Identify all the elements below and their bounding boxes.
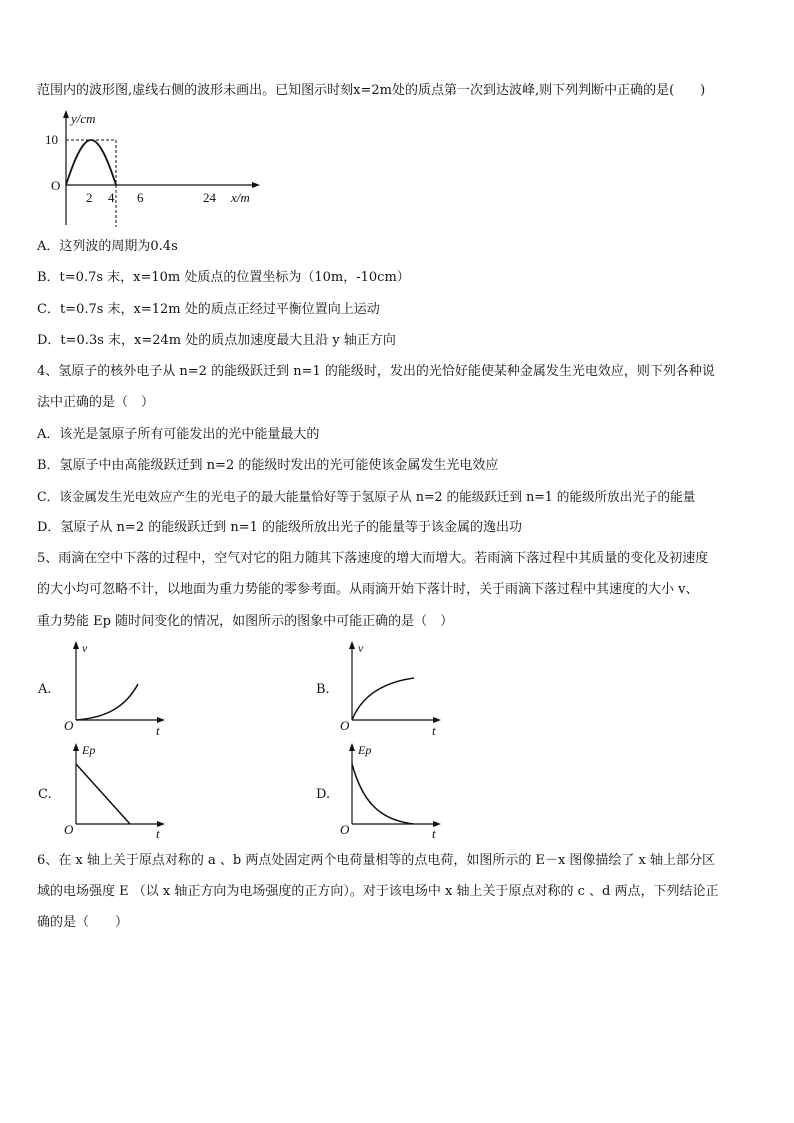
wave-y-tick: 10 bbox=[45, 132, 58, 147]
q5-graph-d-label[interactable]: D. bbox=[316, 787, 331, 802]
q4-option-c[interactable]: C．该金属发生光电效应产生的光电子的最大能量恰好等于氢原子从 n=2 的能级跃迁到 n=1 的能级所放出光子的能量 bbox=[37, 489, 696, 504]
graph-d-x-axis: t bbox=[432, 826, 436, 841]
q4-option-a[interactable]: A．该光是氢原子所有可能发出的光中能量最大的 bbox=[37, 427, 320, 442]
q3-option-b[interactable]: B．t=0.7s 末，x=10m 处质点的位置坐标为（10m，-10cm） bbox=[37, 270, 410, 285]
q6-stem-line1: 6、在 x 轴上关于原点对称的 a 、b 两点处固定两个电荷量相等的点电荷，如图所示的 E－x 图像描绘了 x 轴上部分区 bbox=[37, 853, 716, 868]
wave-curve bbox=[66, 140, 116, 185]
wave-x-tick-4: 4 bbox=[108, 190, 115, 205]
q5-graph-d[interactable] bbox=[338, 740, 448, 840]
wave-x-tick-24: 24 bbox=[203, 190, 216, 205]
q5-graph-a-label[interactable]: A. bbox=[38, 682, 52, 697]
q4-stem-line2: 法中正确的是（ ） bbox=[37, 395, 155, 410]
q5-graph-b-label[interactable]: B. bbox=[316, 682, 330, 697]
q4-option-d[interactable]: D．氢原子从 n=2 的能级跃迁到 n=1 的能级所放出光子的能量等于该金属的逸出功 bbox=[37, 520, 523, 535]
graph-b-x-axis: t bbox=[432, 723, 436, 738]
q4-stem-line1: 4、氢原子的核外电子从 n=2 的能级跃迁到 n=1 的能级时，发出的光恰好能使某种金属发生光电效应，则下列各种说 bbox=[37, 364, 715, 379]
q5-graph-b[interactable] bbox=[338, 638, 448, 738]
q6-stem-line2: 域的电场强度 E （以 x 轴正方向为电场强度的正方向）。对于该电场中 x 轴上关于原点对称的 c 、d 两点，下列结论正 bbox=[37, 884, 719, 899]
q5-stem-line1: 5、雨滴在空中下落的过程中，空气对它的阻力随其下落速度的增大而增大。若雨滴下落过程中其质量的变化及初速度 bbox=[37, 551, 709, 566]
graph-a-origin: O bbox=[64, 718, 74, 733]
q5-stem-line2: 的大小均可忽略不计，以地面为重力势能的零参考面。从雨滴开始下落计时，关于雨滴下落过程中其速度的大小 v、 bbox=[37, 582, 699, 597]
q5-graph-c-label[interactable]: C. bbox=[38, 787, 52, 802]
q3-option-c[interactable]: C．t=0.7s 末，x=12m 处的质点正经过平衡位置向上运动 bbox=[37, 302, 380, 317]
q3-option-a[interactable]: A．这列波的周期为0.4s bbox=[37, 239, 178, 254]
graph-d-y-axis: Ep bbox=[358, 743, 372, 757]
wave-figure bbox=[35, 105, 295, 230]
q3-intro: 范围内的波形图,虚线右侧的波形未画出。已知图示时刻x=2m处的质点第一次到达波峰,则下列判断中正确的是( ) bbox=[37, 83, 706, 98]
graph-a-y-axis: v bbox=[82, 641, 88, 655]
graph-b-origin: O bbox=[340, 718, 350, 733]
q5-graph-a[interactable] bbox=[62, 638, 172, 738]
graph-c-x-axis: t bbox=[156, 826, 160, 841]
wave-y-label: y/cm bbox=[71, 111, 96, 126]
q5-stem-line3: 重力势能 Ep 随时间变化的情况，如图所示的图象中可能正确的是（ ） bbox=[37, 614, 454, 629]
wave-x-label: x/m bbox=[231, 190, 250, 205]
q5-graph-c[interactable] bbox=[62, 740, 172, 840]
graph-c-origin: O bbox=[64, 822, 74, 837]
wave-origin: O bbox=[51, 178, 61, 193]
wave-x-tick-2: 2 bbox=[86, 190, 93, 205]
q4-option-b[interactable]: B．氢原子中由高能级跃迁到 n=2 的能级时发出的光可能使该金属发生光电效应 bbox=[37, 458, 499, 473]
q6-stem-line3: 确的是（ ） bbox=[37, 915, 129, 930]
graph-a-x-axis: t bbox=[156, 723, 160, 738]
svg-text:y/cm bbox=[69, 111, 96, 126]
wave-x-tick-6: 6 bbox=[137, 190, 144, 205]
graph-d-origin: O bbox=[340, 822, 350, 837]
graph-c-y-axis: Ep bbox=[82, 743, 96, 757]
graph-b-y-axis: v bbox=[358, 641, 364, 655]
q3-option-d[interactable]: D．t=0.3s 末，x=24m 处的质点加速度最大且沿 y 轴正方向 bbox=[37, 333, 396, 348]
